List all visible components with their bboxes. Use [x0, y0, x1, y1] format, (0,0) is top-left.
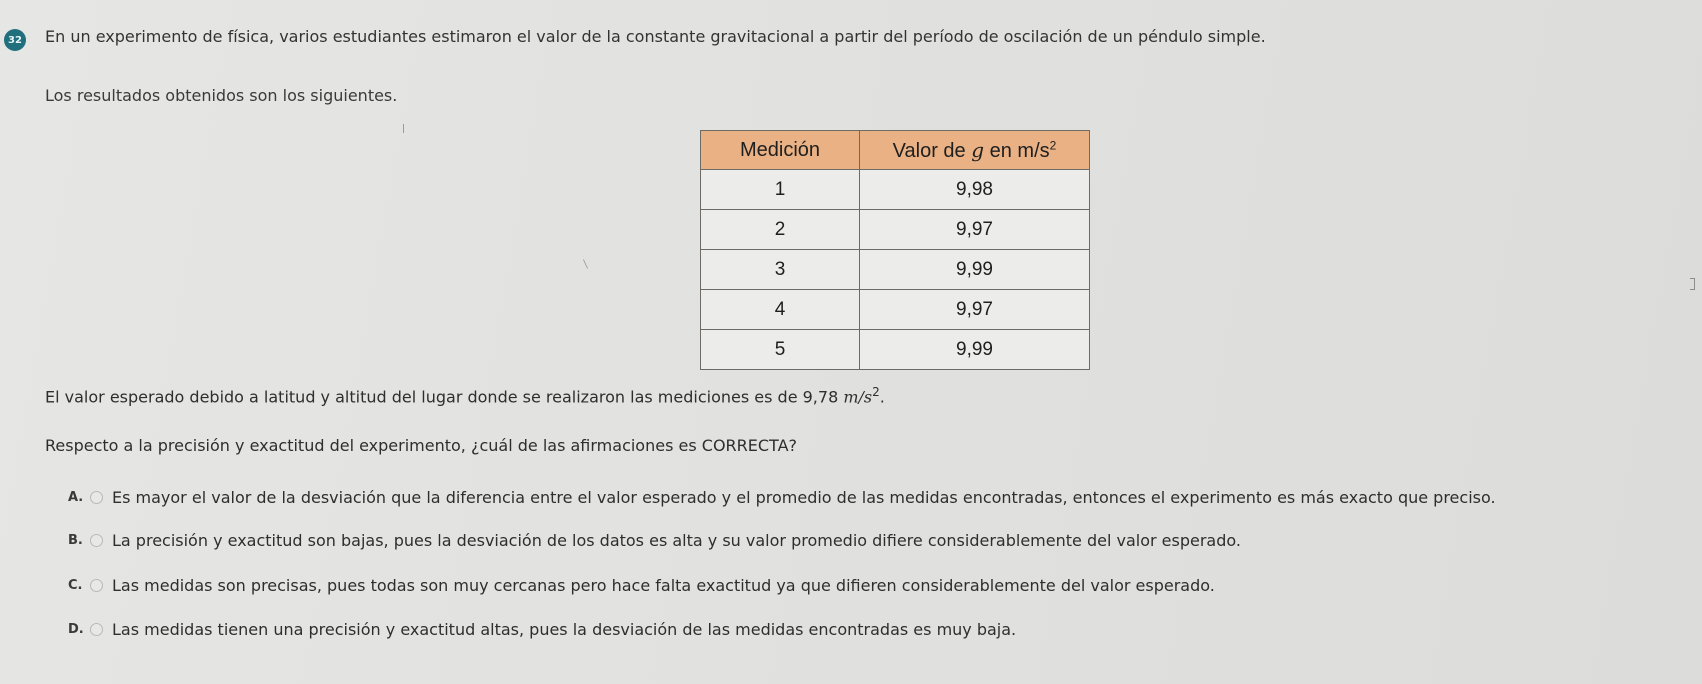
- expected-value-statement: [45, 385, 885, 406]
- question-number-badge: 32: [4, 29, 26, 51]
- cell-valor: 9,98: [860, 170, 1090, 210]
- option-letter: B.: [68, 533, 83, 548]
- option-c[interactable]: [68, 576, 1215, 595]
- cell-medicion: 2: [701, 210, 860, 250]
- option-text: Las medidas tienen una precisión y exactitud altas, pues la desviación de las medidas encontradas es muy baja.: [112, 620, 1017, 639]
- table-row: [701, 290, 1090, 330]
- option-b[interactable]: [68, 531, 1241, 550]
- table-row: [701, 170, 1090, 210]
- results-intro: Los resultados obtenidos son los siguientes.: [45, 86, 398, 105]
- expected-unit: m/s: [843, 387, 873, 407]
- cell-medicion: 5: [701, 330, 860, 370]
- expected-text: El valor esperado debido a latitud y altitud del lugar donde se realizaron las mediciones es de 9,78: [45, 387, 839, 407]
- table-row: [701, 210, 1090, 250]
- cell-medicion: 4: [701, 290, 860, 330]
- cell-valor: 9,97: [860, 210, 1090, 250]
- question-intro: En un experimento de física, varios estudiantes estimaron el valor de la constante gravitacional a partir del período de oscilación de un péndulo simple.: [45, 27, 1266, 46]
- question-prompt: Respecto a la precisión y exactitud del experimento, ¿cuál de las afirmaciones es CORRECTA?: [45, 436, 798, 455]
- radio-button-a[interactable]: [90, 491, 103, 504]
- header-prefix: Valor de: [892, 139, 966, 162]
- results-table: [700, 130, 1090, 370]
- option-text: Es mayor el valor de la desviación que la diferencia entre el valor esperado y el promedio de las medidas encontradas, entonces el experimento es más exacto que preciso.: [112, 488, 1496, 507]
- option-text: La precisión y exactitud son bajas, pues la desviación de los datos es alta y su valor promedio difiere considerablemente del valor esperado.: [112, 531, 1241, 550]
- cell-medicion: 3: [701, 250, 860, 290]
- radio-button-d[interactable]: [90, 623, 103, 636]
- cursor-icon: [1690, 278, 1695, 290]
- option-d[interactable]: [68, 620, 1016, 639]
- expected-exponent: 2: [872, 385, 880, 399]
- cell-medicion: 1: [701, 170, 860, 210]
- option-letter: D.: [68, 622, 84, 637]
- cell-valor: 9,99: [860, 330, 1090, 370]
- column-header-medicion: Medición: [701, 131, 860, 170]
- column-header-valor: [860, 131, 1090, 170]
- option-letter: C.: [68, 578, 83, 593]
- stray-mark: [583, 259, 588, 268]
- option-text: Las medidas son precisas, pues todas son muy cercanas pero hace falta exactitud ya que difieren considerablemente del valor esperado.: [112, 576, 1215, 595]
- option-a[interactable]: [68, 488, 1496, 507]
- radio-button-b[interactable]: [90, 534, 103, 547]
- option-letter: A.: [68, 490, 84, 505]
- radio-button-c[interactable]: [90, 579, 103, 592]
- expected-end: .: [879, 387, 885, 407]
- header-exponent: 2: [1049, 137, 1057, 152]
- header-variable: g: [971, 137, 985, 162]
- table-row: [701, 250, 1090, 290]
- cell-valor: 9,97: [860, 290, 1090, 330]
- stray-mark: [403, 124, 404, 133]
- table-row: [701, 330, 1090, 370]
- header-unit: en m/s: [989, 139, 1050, 162]
- cell-valor: 9,99: [860, 250, 1090, 290]
